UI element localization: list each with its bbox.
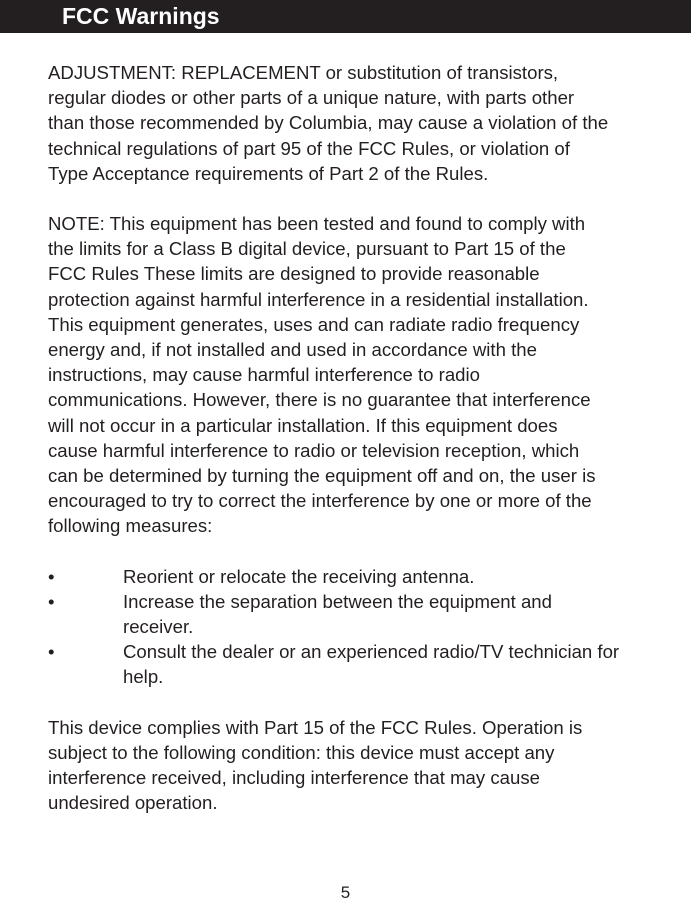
page-title: FCC Warnings xyxy=(62,3,220,29)
list-item-line: Increase the separation between the equipment and xyxy=(123,590,552,612)
paragraph-line: energy and, if not installed and used in accordance with the xyxy=(48,339,537,361)
paragraph-line: the limits for a Class B digital device, pursuant to Part 15 of the xyxy=(48,238,566,260)
paragraph-line: technical regulations of part 95 of the FCC Rules, or violation of xyxy=(48,137,570,159)
note-paragraph xyxy=(48,211,673,539)
bullet-icon: • xyxy=(48,565,55,587)
page-number: 5 xyxy=(340,883,351,902)
paragraph-line: This device complies with Part 15 of the FCC Rules. Operation is xyxy=(48,716,583,738)
compliance-paragraph xyxy=(48,715,673,816)
bullet-icon: • xyxy=(48,641,55,663)
list-item xyxy=(48,639,673,689)
paragraph-line: FCC Rules These limits are designed to provide reasonable xyxy=(48,263,540,285)
list-item-line: Consult the dealer or an experienced radio/TV technician for xyxy=(123,641,620,663)
list-item-line: receiver. xyxy=(123,616,194,638)
header-bar xyxy=(0,0,691,33)
paragraph-line: interference received, including interference that may cause xyxy=(48,767,540,789)
paragraph-line: undesired operation. xyxy=(48,792,218,814)
paragraph-line: following measures: xyxy=(48,515,213,537)
paragraph-line: than those recommended by Columbia, may cause a violation of the xyxy=(48,112,609,134)
document-body xyxy=(48,60,673,815)
paragraph-line: This equipment generates, uses and can radiate radio frequency xyxy=(48,313,580,335)
paragraph-line: encouraged to try to correct the interference by one or more of the xyxy=(48,490,592,512)
paragraph-line: cause harmful interference to radio or television reception, which xyxy=(48,439,580,461)
paragraph-line: can be determined by turning the equipment off and on, the user is xyxy=(48,465,596,487)
paragraph-line: communications. However, there is no guarantee that interference xyxy=(48,389,591,411)
list-item xyxy=(48,589,673,639)
measures-list xyxy=(48,564,673,690)
paragraph-line: ADJUSTMENT: REPLACEMENT or substitution of transistors, xyxy=(48,62,559,83)
paragraph-line: NOTE: This equipment has been tested and found to comply with xyxy=(48,213,586,235)
paragraph-line: will not occur in a particular installation. If this equipment does xyxy=(48,414,558,436)
adjustment-paragraph xyxy=(48,60,673,186)
list-item xyxy=(48,564,673,589)
paragraph-line: regular diodes or other parts of a unique nature, with parts other xyxy=(48,87,575,109)
bullet-icon: • xyxy=(48,590,55,612)
paragraph-line: protection against harmful interference in a residential installation. xyxy=(48,288,589,310)
paragraph-line: instructions, may cause harmful interference to radio xyxy=(48,364,480,386)
paragraph-line: Type Acceptance requirements of Part 2 of the Rules. xyxy=(48,162,489,184)
paragraph-line: subject to the following condition: this device must accept any xyxy=(48,741,555,763)
list-item-line: help. xyxy=(123,666,164,688)
list-item-line: Reorient or relocate the receiving antenna. xyxy=(123,565,475,587)
